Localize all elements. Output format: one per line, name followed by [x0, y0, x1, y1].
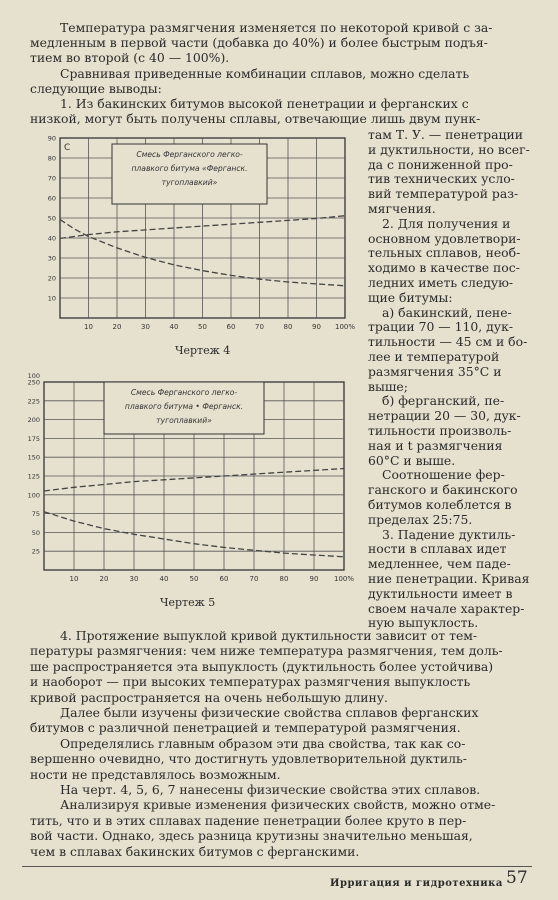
text-line: пературы размягчения: чем ниже температура размягчения, тем доль-	[30, 643, 503, 659]
text-line: ледних иметь следую-	[368, 274, 514, 290]
chart-4	[32, 130, 356, 335]
text-line: ходимо в качестве пос-	[368, 260, 520, 276]
text-line: ную выпуклость.	[368, 615, 479, 631]
y-tick-label: 175	[27, 434, 40, 443]
journal-name: Ирригация и гидротехника	[330, 878, 503, 889]
text-line: нетрации 20 — 30, дук-	[368, 408, 521, 424]
x-tick-label: 70	[255, 323, 264, 331]
y-tick-label: 40	[47, 234, 56, 243]
text-line: ная и t размягчения	[368, 437, 503, 453]
y-tick-label: 50	[31, 528, 40, 537]
text-line: дуктильности имеет в	[368, 585, 513, 601]
text-line: мягчения.	[368, 200, 436, 216]
text-line: Температура размягчения изменяется по некоторой кривой с за-	[60, 20, 493, 35]
text-line: да с пониженной про-	[368, 156, 513, 172]
bottom-text	[30, 628, 542, 859]
legend-text: плавкого битума • Ферганск.	[124, 402, 244, 411]
text-line: тием во второй (с 40 — 100%).	[30, 50, 230, 65]
text-line: Сравнивая приведенные комбинации сплавов, можно сделать	[60, 66, 470, 81]
x-tick-label: 50	[198, 323, 207, 331]
text-line: трации 70 — 110, дук-	[368, 319, 514, 335]
text-line: Далее были изучены физические свойства сплавов ферганских	[60, 705, 479, 721]
x-tick-label: 70	[249, 575, 259, 583]
x-tick-label: 10	[84, 323, 93, 331]
chart-5	[14, 370, 354, 590]
y-tick-label: 250	[27, 378, 40, 387]
text-line: ше распространяется эта выпуклость (дуктильность более устойчива)	[30, 658, 494, 674]
text-line: 60°С и выше.	[368, 452, 456, 468]
corner-label: С	[64, 143, 71, 153]
text-line: битумов с различной пенетрацией и температурой размягчения.	[30, 720, 461, 736]
text-line: тив технических усло-	[368, 171, 515, 187]
text-line: лее и температурой	[368, 348, 500, 364]
text-line: медленным в первой части (добавка до 40%) и более быстрым подъя-	[30, 35, 488, 50]
text-line: б) ферганский, пе-	[382, 393, 505, 409]
y-tick-label: 225	[27, 397, 40, 406]
y-tick-label: 100	[27, 491, 40, 500]
y-tick-label: 90	[47, 134, 56, 143]
legend-text: Смесь Ферганского легко-	[136, 150, 243, 159]
intro-paragraph	[30, 20, 540, 65]
text-line: кривой распространяется на очень небольшую длину.	[30, 689, 388, 705]
text-line: тильности произволь-	[368, 422, 512, 438]
text-line: пределах 25:75.	[368, 511, 473, 527]
text-line: ние пенетрации. Кривая	[368, 570, 530, 586]
text-line: вий температурой раз-	[368, 186, 519, 202]
y-tick-label: 200	[27, 416, 40, 425]
x-tick-label: 10	[69, 575, 79, 583]
legend-text: тугоплавкий»	[156, 416, 212, 425]
y-tick-label: 125	[27, 472, 40, 481]
x-tick-label: 90	[309, 575, 319, 583]
y-tick-label: 60	[47, 194, 56, 203]
x-tick-label: 20	[112, 323, 122, 331]
text-line: тильности — 45 см и бо-	[368, 334, 528, 350]
y-tick-label: 20	[47, 274, 56, 283]
text-line: ганского и бакинского	[368, 482, 518, 498]
y-tick-label: 50	[47, 214, 56, 223]
x-tick-label: 20	[99, 575, 109, 583]
legend-text: плавкого битума «Ферганск.	[131, 164, 248, 173]
text-line: вой части. Однако, здесь разница крутизны значительно меньшая,	[30, 828, 473, 844]
x-tick-label: 100%	[334, 323, 356, 331]
x-tick-label: 40	[159, 575, 169, 583]
text-line: своем начале характер-	[368, 600, 525, 616]
comparison-paragraph	[30, 66, 540, 126]
x-tick-label: 80	[279, 575, 289, 583]
x-tick-label: 100%	[333, 575, 355, 583]
legend-text: тугоплавкий»	[161, 178, 218, 187]
text-line: и наоборот — при высоких температурах размягчения выпуклость	[30, 674, 471, 690]
y-tick-label: 30	[47, 254, 56, 263]
chart-4-caption: Чертеж 4	[175, 344, 231, 357]
text-line: выше;	[368, 378, 408, 394]
x-tick-label: 50	[189, 575, 199, 583]
footer-rule	[22, 866, 532, 867]
chart-5-caption: Чертеж 5	[160, 596, 216, 609]
y-tick-label: 75	[31, 510, 40, 519]
text-line: ности не представлялось возможным.	[30, 766, 281, 782]
text-line: щие битумы:	[368, 289, 453, 305]
y-tick-label: 10	[47, 294, 56, 303]
x-tick-label: 30	[141, 323, 150, 331]
text-line: основном удовлетвори-	[368, 230, 521, 246]
x-tick-label: 60	[219, 575, 229, 583]
x-tick-label: 60	[226, 323, 236, 331]
text-line: 4. Протяжение выпуклой кривой дуктильности зависит от тем-	[60, 628, 478, 643]
x-tick-label: 30	[129, 575, 139, 583]
y-tick-label: 150	[27, 453, 40, 462]
text-line: Анализируя кривые изменения физических свойств, можно отме-	[60, 797, 496, 813]
text-line: Определялись главным образом эти два свойства, так как со-	[60, 735, 466, 751]
text-line: 3. Падение дуктиль-	[382, 526, 516, 542]
legend-text: Смесь Ферганского легко-	[130, 388, 238, 397]
text-line: низкой, могут быть получены сплавы, отвечающие лишь двум пунк-	[30, 111, 481, 126]
text-line: Соотношение фер-	[382, 467, 505, 483]
text-line: 1. Из бакинских битумов высокой пенетрации и ферганских с	[60, 96, 469, 111]
text-line: размягчения 35°С и	[368, 363, 502, 379]
text-line: следующие выводы:	[30, 81, 162, 96]
text-line: тельных сплавов, необ-	[368, 245, 521, 261]
text-line: чем в сплавах бакинских битумов с ферганскими.	[30, 843, 360, 859]
y-tick-label: 80	[47, 154, 56, 163]
text-line: и дуктильности, но всег-	[368, 141, 530, 157]
text-line: На черт. 4, 5, 6, 7 нанесены физические свойства этих сплавов.	[60, 782, 481, 798]
text-line: там Т. У. — пенетрации	[368, 127, 523, 142]
x-tick-label: 90	[312, 323, 321, 331]
x-tick-label: 80	[283, 323, 293, 331]
text-line: а) бакинский, пене-	[382, 304, 512, 320]
right-column-text	[368, 128, 538, 631]
y-tick-label: 25	[31, 547, 40, 556]
y-tick-label: 70	[47, 174, 56, 183]
y-top-label: 100	[27, 372, 40, 380]
text-line: 2. Для получения и	[382, 215, 511, 231]
text-line: битумов колеблется в	[368, 496, 512, 512]
text-line: тить, что и в этих сплавах падение пенетрации более круто в пер-	[30, 812, 467, 828]
text-line: вершенно очевидно, что достигнуть удовлетворительной дуктиль-	[30, 751, 467, 767]
text-line: медленнее, чем паде-	[368, 556, 511, 572]
text-line: ности в сплавах идет	[368, 541, 507, 557]
page-number: 57	[506, 868, 528, 888]
x-tick-label: 40	[169, 323, 179, 331]
